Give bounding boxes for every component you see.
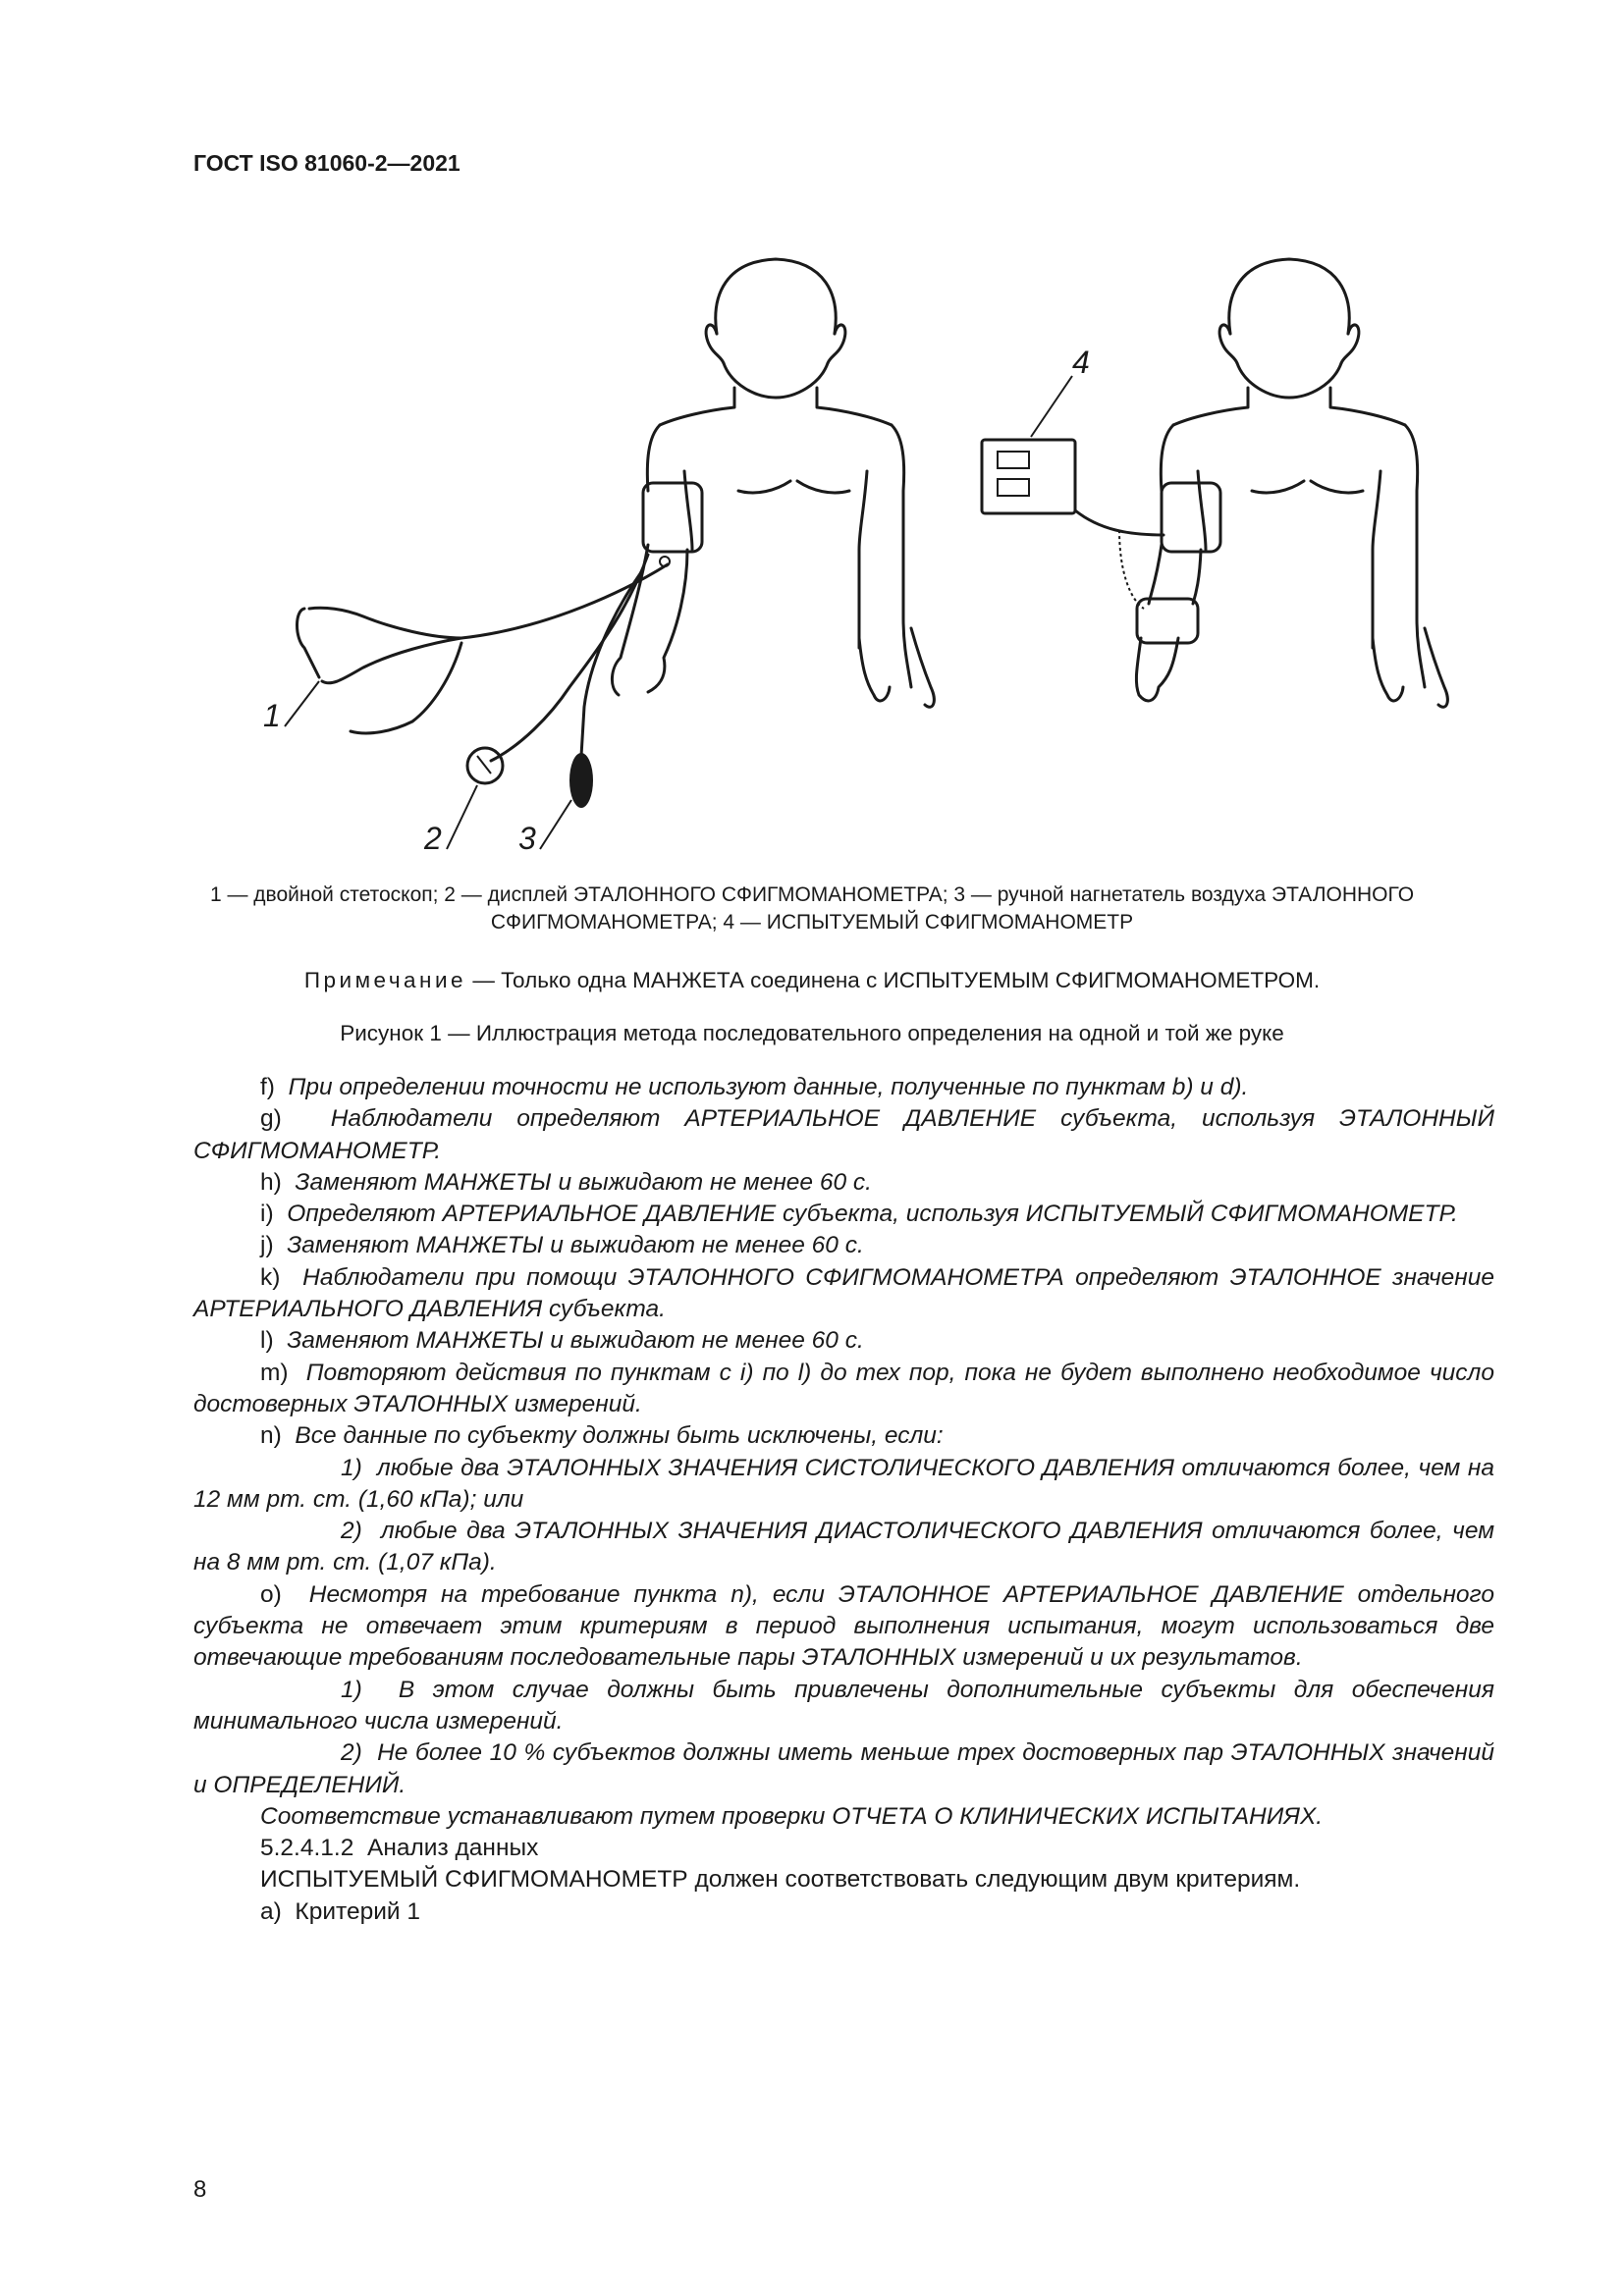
callout-1 <box>263 681 319 733</box>
list-item: n) Все данные по субъекту должны быть исключены, если: <box>260 1422 944 1450</box>
criterion-item: а) Критерий 1 <box>260 1897 421 1925</box>
figure-illustration <box>0 245 1624 864</box>
figure-legend: 1 — двойной стетоскоп; 2 — дисплей ЭТАЛОННОГО СФИГМОМАНОМЕТРА; 3 — ручной нагнетатель воздуха ЭТАЛОННОГО СФИГМОМАНОМЕТРА; 4 — ИСПЫТУЕМЫЙ СФИГМОМАНОМЕТР <box>209 883 1415 934</box>
list-item: f) При определении точности не используют данные, полученные по пунктам b) и d). <box>260 1074 1249 1100</box>
sub-list-item: 1) любые два ЭТАЛОННЫХ ЗНАЧЕНИЯ СИСТОЛИЧЕСКОГО ДАВЛЕНИЯ отличаются более, чем на 12 мм рт. ст. (1,60 кПа); или <box>193 1454 1494 1513</box>
figure-title: Рисунок 1 — Иллюстрация метода последовательного определения на одной и той же руке <box>340 1021 1284 1045</box>
svg-text:2: 2 <box>424 821 442 856</box>
svg-text:3: 3 <box>518 821 536 856</box>
page-number: 8 <box>193 2176 207 2203</box>
criteria-intro: ИСПЫТУЕМЫЙ СФИГМОМАНОМЕТР должен соответствовать следующим двум критериям. <box>260 1866 1301 1894</box>
compliance-statement: Соответствие устанавливают путем проверки ОТЧЕТА О КЛИНИЧЕСКИХ ИСПЫТАНИЯХ. <box>260 1802 1324 1830</box>
document-header: ГОСТ ISO 81060-2—2021 <box>193 150 460 176</box>
sub-list-item: 1) В этом случае должны быть привлечены дополнительные субъекты для обеспечения минимального числа измерений. <box>193 1676 1494 1735</box>
list-item: g) Наблюдатели определяют АРТЕРИАЛЬНОЕ ДАВЛЕНИЕ субъекта, используя ЭТАЛОННЫЙ СФИГМОМАНОМЕТР. <box>193 1105 1494 1164</box>
left-person-drawing <box>612 259 934 707</box>
section-heading: 5.2.4.1.2 Анализ данных <box>260 1835 539 1862</box>
body-text <box>193 1072 1494 1928</box>
list-item: о) Несмотря на требование пункта n), если ЭТАЛОННОЕ АРТЕРИАЛЬНОЕ ДАВЛЕНИЕ отдельного субъекта не отвечает этим критериям в период выполнения испытания, могут использоваться две отвечающие требованиям последовательные пары ЭТАЛОННЫХ измерений и их результатов. <box>193 1580 1494 1672</box>
svg-text:4: 4 <box>1072 345 1090 380</box>
callout-4 <box>1031 345 1090 437</box>
sub-list-item: 2) Не более 10 % субъектов должны иметь меньше трех достоверных пар ЭТАЛОННЫХ значений и ОПРЕДЕЛЕНИЙ. <box>193 1739 1494 1798</box>
sub-list-item: 2) любые два ЭТАЛОННЫХ ЗНАЧЕНИЯ ДИАСТОЛИЧЕСКОГО ДАВЛЕНИЯ отличаются более, чем на 8 мм рт. ст. (1,07 кПа). <box>193 1518 1494 1576</box>
list-item: h) Заменяют МАНЖЕТЫ и выжидают не менее 60 с. <box>260 1168 872 1196</box>
note-text: — Только одна МАНЖЕТА соединена с ИСПЫТУЕМЫМ СФИГМОМАНОМЕТРОМ. <box>466 968 1321 992</box>
list-item: l) Заменяют МАНЖЕТЫ и выжидают не менее 60 с. <box>260 1327 864 1355</box>
callout-3 <box>518 800 571 856</box>
list-item: j) Заменяют МАНЖЕТЫ и выжидают не менее 60 с. <box>260 1232 864 1259</box>
list-item: m) Повторяют действия по пунктам с i) по l) до тех пор, пока не будет выполнено необходимое число достоверных ЭТАЛОННЫХ измерений. <box>193 1359 1494 1417</box>
list-item: k) Наблюдатели при помощи ЭТАЛОННОГО СФИГМОМАНОМЕТРА определяют ЭТАЛОННОЕ значение АРТЕРИАЛЬНОГО ДАВЛЕНИЯ субъекта. <box>193 1263 1494 1323</box>
list-item: i) Определяют АРТЕРИАЛЬНОЕ ДАВЛЕНИЕ субъекта, используя ИСПЫТУЕМЫЙ СФИГМОМАНОМЕТР. <box>260 1201 1458 1228</box>
note-label: Примечание <box>303 968 467 992</box>
callout-2 <box>423 785 477 856</box>
right-person-drawing <box>982 259 1447 707</box>
figure-note <box>0 968 1624 993</box>
svg-text:1: 1 <box>263 698 281 733</box>
